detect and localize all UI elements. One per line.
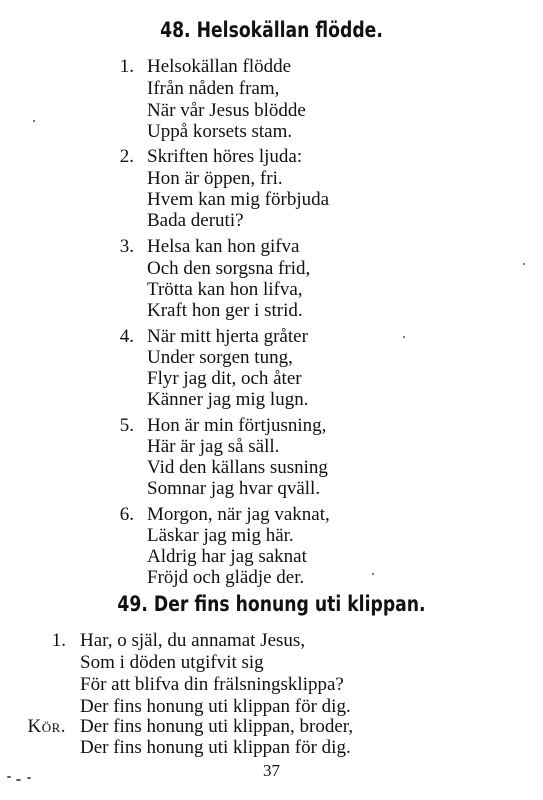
verse-line: Somnar jag hvar qväll.	[147, 478, 321, 499]
chorus-label: Kör.	[27, 716, 66, 737]
verse-line: Under sorgen tung,	[147, 347, 293, 368]
verse-number: 6.	[119, 504, 134, 525]
verse-line: När vår Jesus blödde	[147, 100, 306, 121]
chorus-line: Der fins honung uti klippan för dig.	[80, 737, 351, 758]
verse-line: Fröjd och glädje der.	[147, 567, 305, 588]
verse-line: Har, o själ, du annamat Jesus,	[80, 630, 306, 651]
verse-line: Som i döden utgifvit sig	[80, 652, 264, 673]
print-speck	[372, 573, 374, 575]
verse-line: Kraft hon ger i strid.	[147, 300, 303, 321]
verse-line: Här är jag så säll.	[147, 436, 280, 457]
print-speck	[16, 779, 21, 781]
verse-line: Der fins honung uti klippan för dig.	[80, 696, 351, 717]
verse-line: Skriften höres ljuda:	[147, 146, 303, 167]
verse-line: Helsa kan hon gifva	[147, 236, 300, 257]
verse-line: För att blifva din frälsningsklippa?	[80, 674, 344, 695]
print-speck	[523, 263, 525, 265]
verse-line: Vid den källans susning	[147, 457, 328, 478]
verse-line: Hon är öppen, fri.	[147, 168, 283, 189]
print-speck	[403, 336, 405, 338]
verse-line: Känner jag mig lugn.	[147, 389, 309, 410]
hymn-48-title: 48. Helsokällan flödde.	[160, 18, 383, 42]
verse-number: 1.	[51, 630, 66, 651]
page-number: 37	[263, 761, 280, 780]
verse-line: Helsokällan flödde	[147, 56, 292, 77]
verse-number: 3.	[119, 236, 134, 257]
verse-line: Uppå korsets stam.	[147, 121, 293, 142]
hymn-49-title: 49. Der fins honung uti klippan.	[117, 592, 426, 616]
verse-line: Och den sorgsna frid,	[147, 258, 311, 279]
verse-line: Trötta kan hon lifva,	[147, 279, 303, 300]
verse-number: 1.	[119, 56, 134, 77]
verse-number: 4.	[119, 326, 134, 347]
verse-number: 5.	[119, 415, 134, 436]
verse-line: Bada deruti?	[147, 210, 244, 231]
verse-line: Aldrig har jag saknat	[147, 546, 307, 567]
chorus-line: Der fins honung uti klippan, broder,	[80, 716, 354, 737]
verse-line: Morgon, när jag vaknat,	[147, 504, 330, 525]
print-speck	[7, 776, 11, 778]
print-speck	[27, 777, 31, 779]
verse-line: När mitt hjerta gråter	[147, 326, 308, 347]
verse-line: Hon är min förtjusning,	[147, 415, 327, 436]
verse-line: Hvem kan mig förbjuda	[147, 189, 330, 210]
verse-line: Ifrån nåden fram,	[147, 78, 280, 99]
verse-line: Flyr jag dit, och åter	[147, 368, 302, 389]
verse-line: Läskar jag mig här.	[147, 525, 294, 546]
print-speck	[33, 120, 35, 122]
verse-number: 2.	[119, 146, 134, 167]
